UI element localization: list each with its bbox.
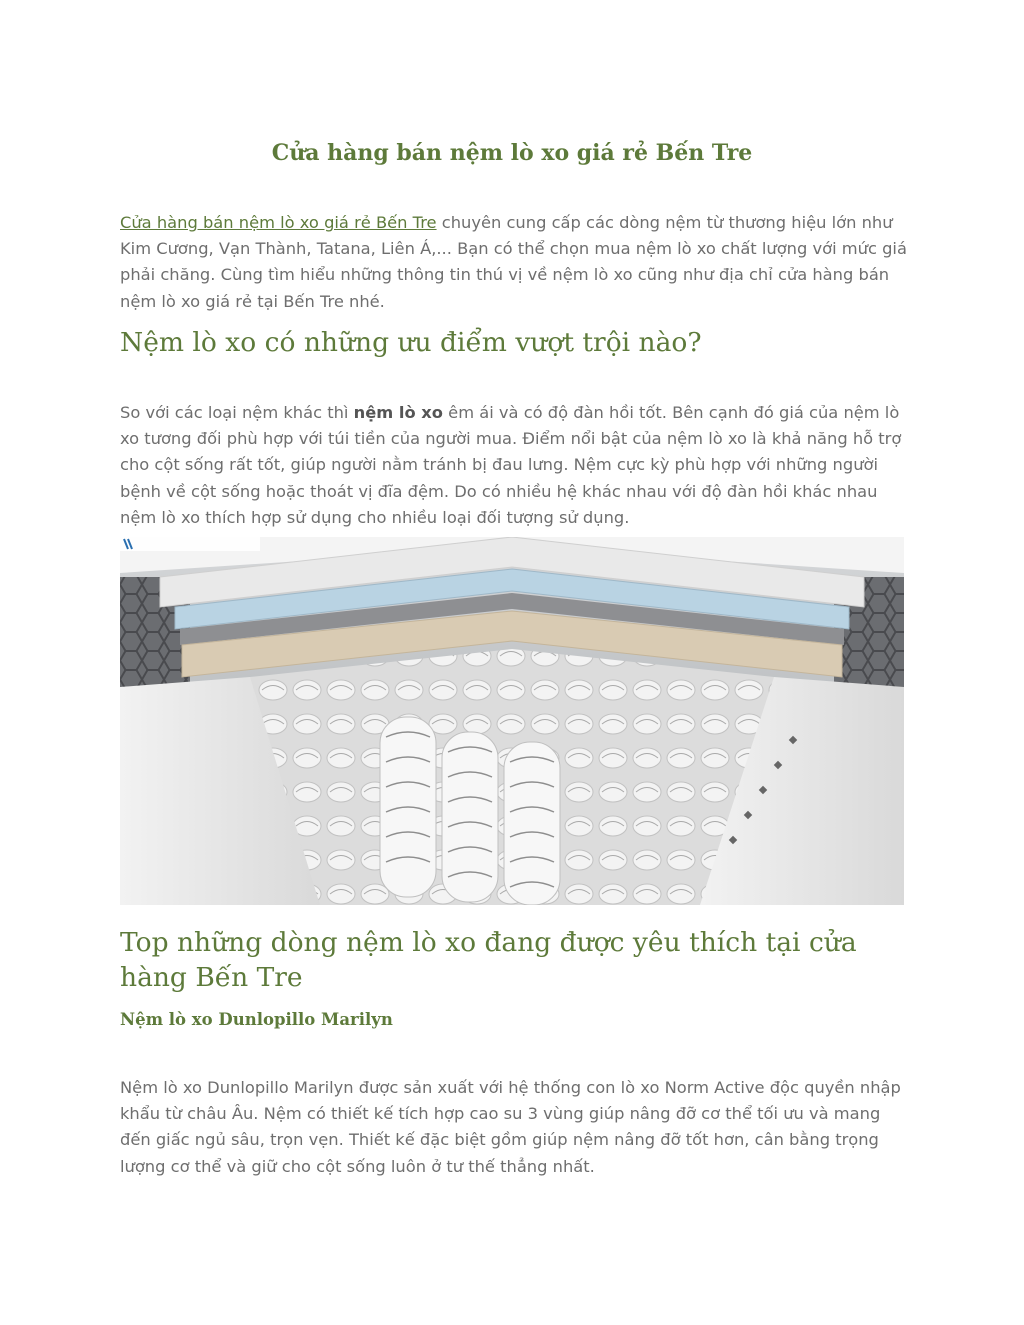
intro-text: chuyên cung cấp các dòng nệm từ thương hiệu lớn như Kim Cương, Vạn Thành, Tatana, Liên Á,... Bạn có thể chọn mua nệm lò xo chất lượng với mức giá phải chăng. Cùng tìm hiểu những thông tin thú vị về nệm lò xo cũng như địa chỉ cửa hàng bán nệm lò xo giá rẻ tại Bến Tre nhé. <box>120 213 907 311</box>
intro-paragraph <box>120 210 910 315</box>
section-heading-top-mattresses: Top những dòng nệm lò xo đang được yêu thích tại cửa hàng Bến Tre <box>120 927 857 993</box>
advantages-text-end: êm ái và có độ đàn hồi tốt. Bên cạnh đó giá của nệm lò xo tương đối phù hợp với túi tiền của người mua. Điểm nổi bật của nệm lò xo là khả năng hỗ trợ cho cột sống rất tốt, giúp người nằm tránh bị đau lưng. Nệm cực kỳ phù hợp với những người bệnh về cột sống hoặc thoát vị đĩa đệm. Do có nhiều hệ khác nhau với độ đàn hồi khác nhau nệm lò xo thích hợp sử dụng cho nhiều loại đối tượng sử dụng. <box>120 403 902 527</box>
subheading-dunlopillo-marilyn: Nệm lò xo Dunlopillo Marilyn <box>120 1010 393 1029</box>
advantages-paragraph <box>120 400 910 531</box>
store-link[interactable]: Cửa hàng bán nệm lò xo giá rẻ Bến Tre <box>120 213 437 232</box>
advantages-text-start: So với các loại nệm khác thì <box>120 403 354 422</box>
dunlopillo-paragraph: Nệm lò xo Dunlopillo Marilyn được sản xuất với hệ thống con lò xo Norm Active độc quyền nhập khẩu từ châu Âu. Nệm có thiết kế tích hợp cao su 3 vùng giúp nâng đỡ cơ thể tối ưu và mang đến giấc ngủ sâu, trọn vẹn. Thiết kế đặc biệt gồm giúp nệm nâng đỡ tốt hơn, cân bằng trọng lượng cơ thể và giữ cho cột sống luôn ở tư thế thẳng nhất. <box>120 1078 901 1176</box>
page-title: Cửa hàng bán nệm lò xo giá rẻ Bến Tre <box>271 140 753 166</box>
mattress-cutaway-image <box>120 537 904 905</box>
section-heading-advantages: Nệm lò xo có những ưu điểm vượt trội nào? <box>120 327 702 358</box>
advantages-bold-term: nệm lò xo <box>353 403 443 422</box>
